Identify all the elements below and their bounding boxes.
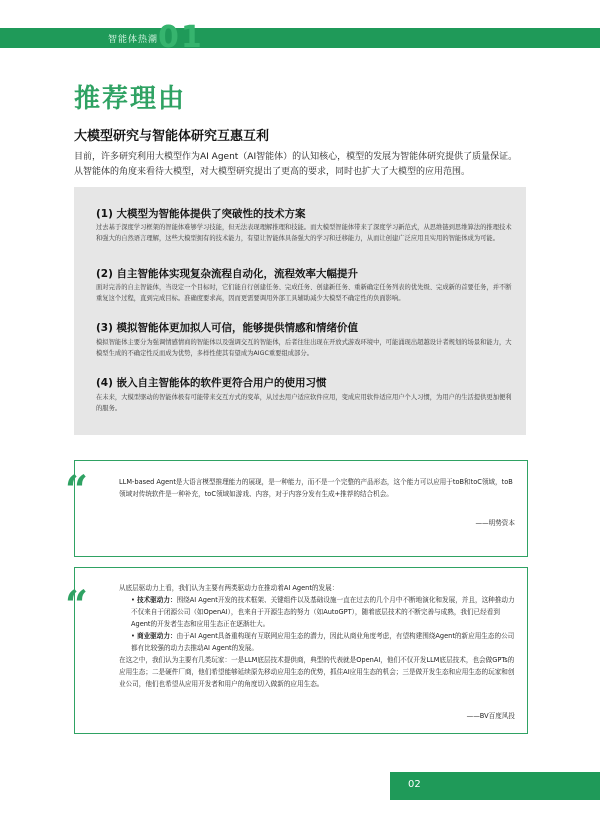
quote2-closing: 在这之中，我们认为主要有几类玩家：一是LLM底层技术提供商，典型的代表就是OpenAI，他们不仅开发LLM底层技术，也会做GPTs的应用生态；二是硬件厂商，他们希望能够延续原先移动应用生态的优势，抓住AI应用生态的机会；三是做开发生态和应用生态的玩家和创业公司，他们也希望从应用开发者和用户的角度切入做新的应用生态。 (119, 656, 515, 688)
point-body-4: 在未来，大模型驱动的智能体极有可能带来交互方式的变革，从过去用户适应软件应用，变成应用软件适应用户个人习惯，为用户的生活提供更加便利的服务。 (96, 394, 512, 412)
page-number: 02 (408, 779, 421, 790)
quote-attribution-2: ——BV百度风投 (466, 712, 515, 720)
intro-paragraph: 目前，许多研究利用大模型作为AI Agent（AI智能体）的认知核心，模型的发展为智能体研究提供了质量保证。从智能体的角度来看待大模型，对大模型研究提出了更高的要求，同时也扩大了大模型的应用范围。 (74, 152, 518, 177)
quote-attribution-1: ——明势资本 (475, 519, 515, 527)
section-label: 智能体热潮 (108, 35, 159, 45)
quote-mark-icon: “ (65, 467, 89, 514)
page-title: 推荐理由 (74, 84, 187, 114)
header-bar (0, 20, 600, 55)
quote-mark-icon: “ (65, 582, 89, 629)
quote-box-1 (65, 460, 528, 557)
quote-box-2 (65, 567, 528, 734)
bullet2-text: 由于AI Agent具备重构现有互联网应用生态的潜力，因此从商业角度考虑，有望构建围绕Agent的新应用生态的公司都有比较强的动力去推动AI Agent的发展。 (131, 632, 515, 652)
quote2-lead: 从底层驱动力上看，我们认为主要有两类驱动力在推动着AI Agent的发展： (119, 584, 339, 592)
point-heading-3: (3) 模拟智能体更加拟人可信，能够提供情感和情绪价值 (96, 322, 359, 334)
point-heading-2: (2) 自主智能体实现复杂流程自动化，流程效率大幅提升 (96, 268, 359, 280)
quote2-bullet-1: • 技术驱动力：围绕AI Agent开发的技术框架、关键组件以及基础设施一直在过去的几个月中不断地演化和发展，并且，这种推动力不仅来自于闭源公司（如OpenAI），也来自于开源生态的努力（如AutoGPT），随着底层技术的不断完善与成熟，我们已经看到Agent的开发者生态和应用生态正在逐渐壮大。 (131, 596, 515, 628)
section-number: 01 (158, 20, 204, 55)
point-heading-1: (1) 大模型为智能体提供了突破性的技术方案 (96, 208, 306, 220)
point-body-1: 过去基于深度学习框架的智能体难够学习技能，但无法表现理解推理和技能。而大模型智能体带来了深度学习新范式，从思维链到思维算法的推理技术和强大的自然语言理解，这些大模型拥有的技术能力，有望让智能体具备强大的学习和迁移能力，从而让创建广泛应用且实用的智能体成为可能。 (96, 224, 512, 242)
bullet1-label: 技术驱动力： (137, 596, 177, 604)
page-subtitle: 大模型研究与智能体研究互惠互利 (74, 129, 270, 144)
point-body-3: 模拟智能体主要分为强调情感情商的智能体以及强调交互的智能体，后者往往出现在开放式游戏环境中，可能涌现出超越设计者规划的场景和能力，大模型生成的不确定性反而成为优势，多样性使其有望成为AIGC重要组成部分。 (96, 339, 512, 357)
point-body-2: 面对完善的自主智能体，当设定一个目标时，它们能自行创建任务、完成任务、创建新任务、重新确定任务列表的优先级、完成新的首要任务，并不断重复这个过程，直到完成目标。准确度要求高，因而更需要调用外部工具辅助减少大模型不确定性的负面影响。 (96, 284, 512, 302)
quote2-bullet-2: • 商业驱动力：由于AI Agent具备重构现有互联网应用生态的潜力，因此从商业角度考虑，有望构建围绕Agent的新应用生态的公司都有比较强的动力去推动AI Agent的发展。 (131, 632, 515, 652)
bullet2-label: 商业驱动力： (137, 632, 177, 640)
bullet1-text: 围绕AI Agent开发的技术框架、关键组件以及基础设施一直在过去的几个月中不断地演化和发展，并且，这种推动力不仅来自于闭源公司（如OpenAI），也来自于开源生态的努力（如AutoGPT），随着底层技术的不断完善与成熟，我们已经看到Agent的开发者生态和应用生态正在逐渐壮大。 (131, 596, 515, 628)
quote-text-2 (119, 582, 515, 690)
footer-bar (390, 772, 600, 800)
point-heading-4: (4) 嵌入自主智能体的软件更符合用户的使用习惯 (96, 377, 327, 389)
quote-text-1: LLM-based Agent是大语言模型推理能力的展现，是一种能力，而不是一个完整的产品形态，这个能力可以应用于toB和toC领域，toB领域对传统软件是一种补充，toC领域如游戏、内容，对于内容分发有生成+推荐的结合机会。 (119, 478, 513, 498)
